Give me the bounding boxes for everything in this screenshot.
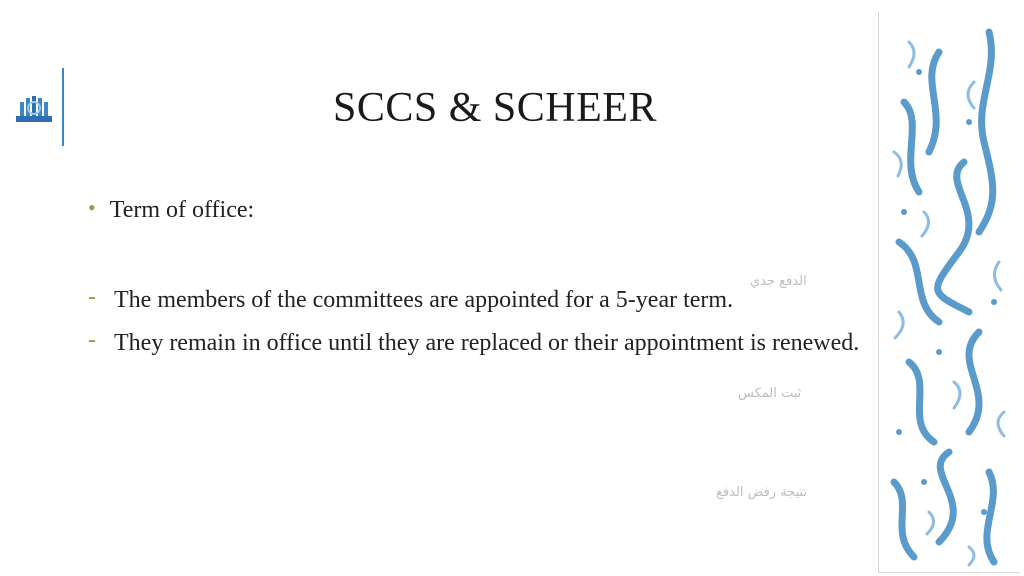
dash-item-text: The members of the committees are appointed for a 5-year term. — [114, 287, 734, 313]
dash-item-text: They remain in office until they are replaced or their appointment is renewed. — [114, 330, 860, 356]
calligraphy-side-panel — [878, 12, 1020, 573]
dash-marker: - — [88, 284, 96, 310]
bullet-item — [88, 194, 255, 224]
arabic-calligraphy-art — [879, 12, 1020, 572]
slide-title: SCCS & SCHEER — [333, 85, 657, 131]
dash-item — [88, 327, 870, 359]
dash-marker: - — [88, 327, 96, 353]
bullet-text: Term of office: — [109, 197, 255, 223]
arabic-watermark-text: ثبت المكس — [738, 386, 802, 401]
bullet-dot-icon: • — [88, 194, 96, 220]
arabic-watermark-text: الدفع جدي — [750, 274, 807, 289]
arabic-watermark-text: نتيجة رفض الدفع — [716, 485, 808, 500]
